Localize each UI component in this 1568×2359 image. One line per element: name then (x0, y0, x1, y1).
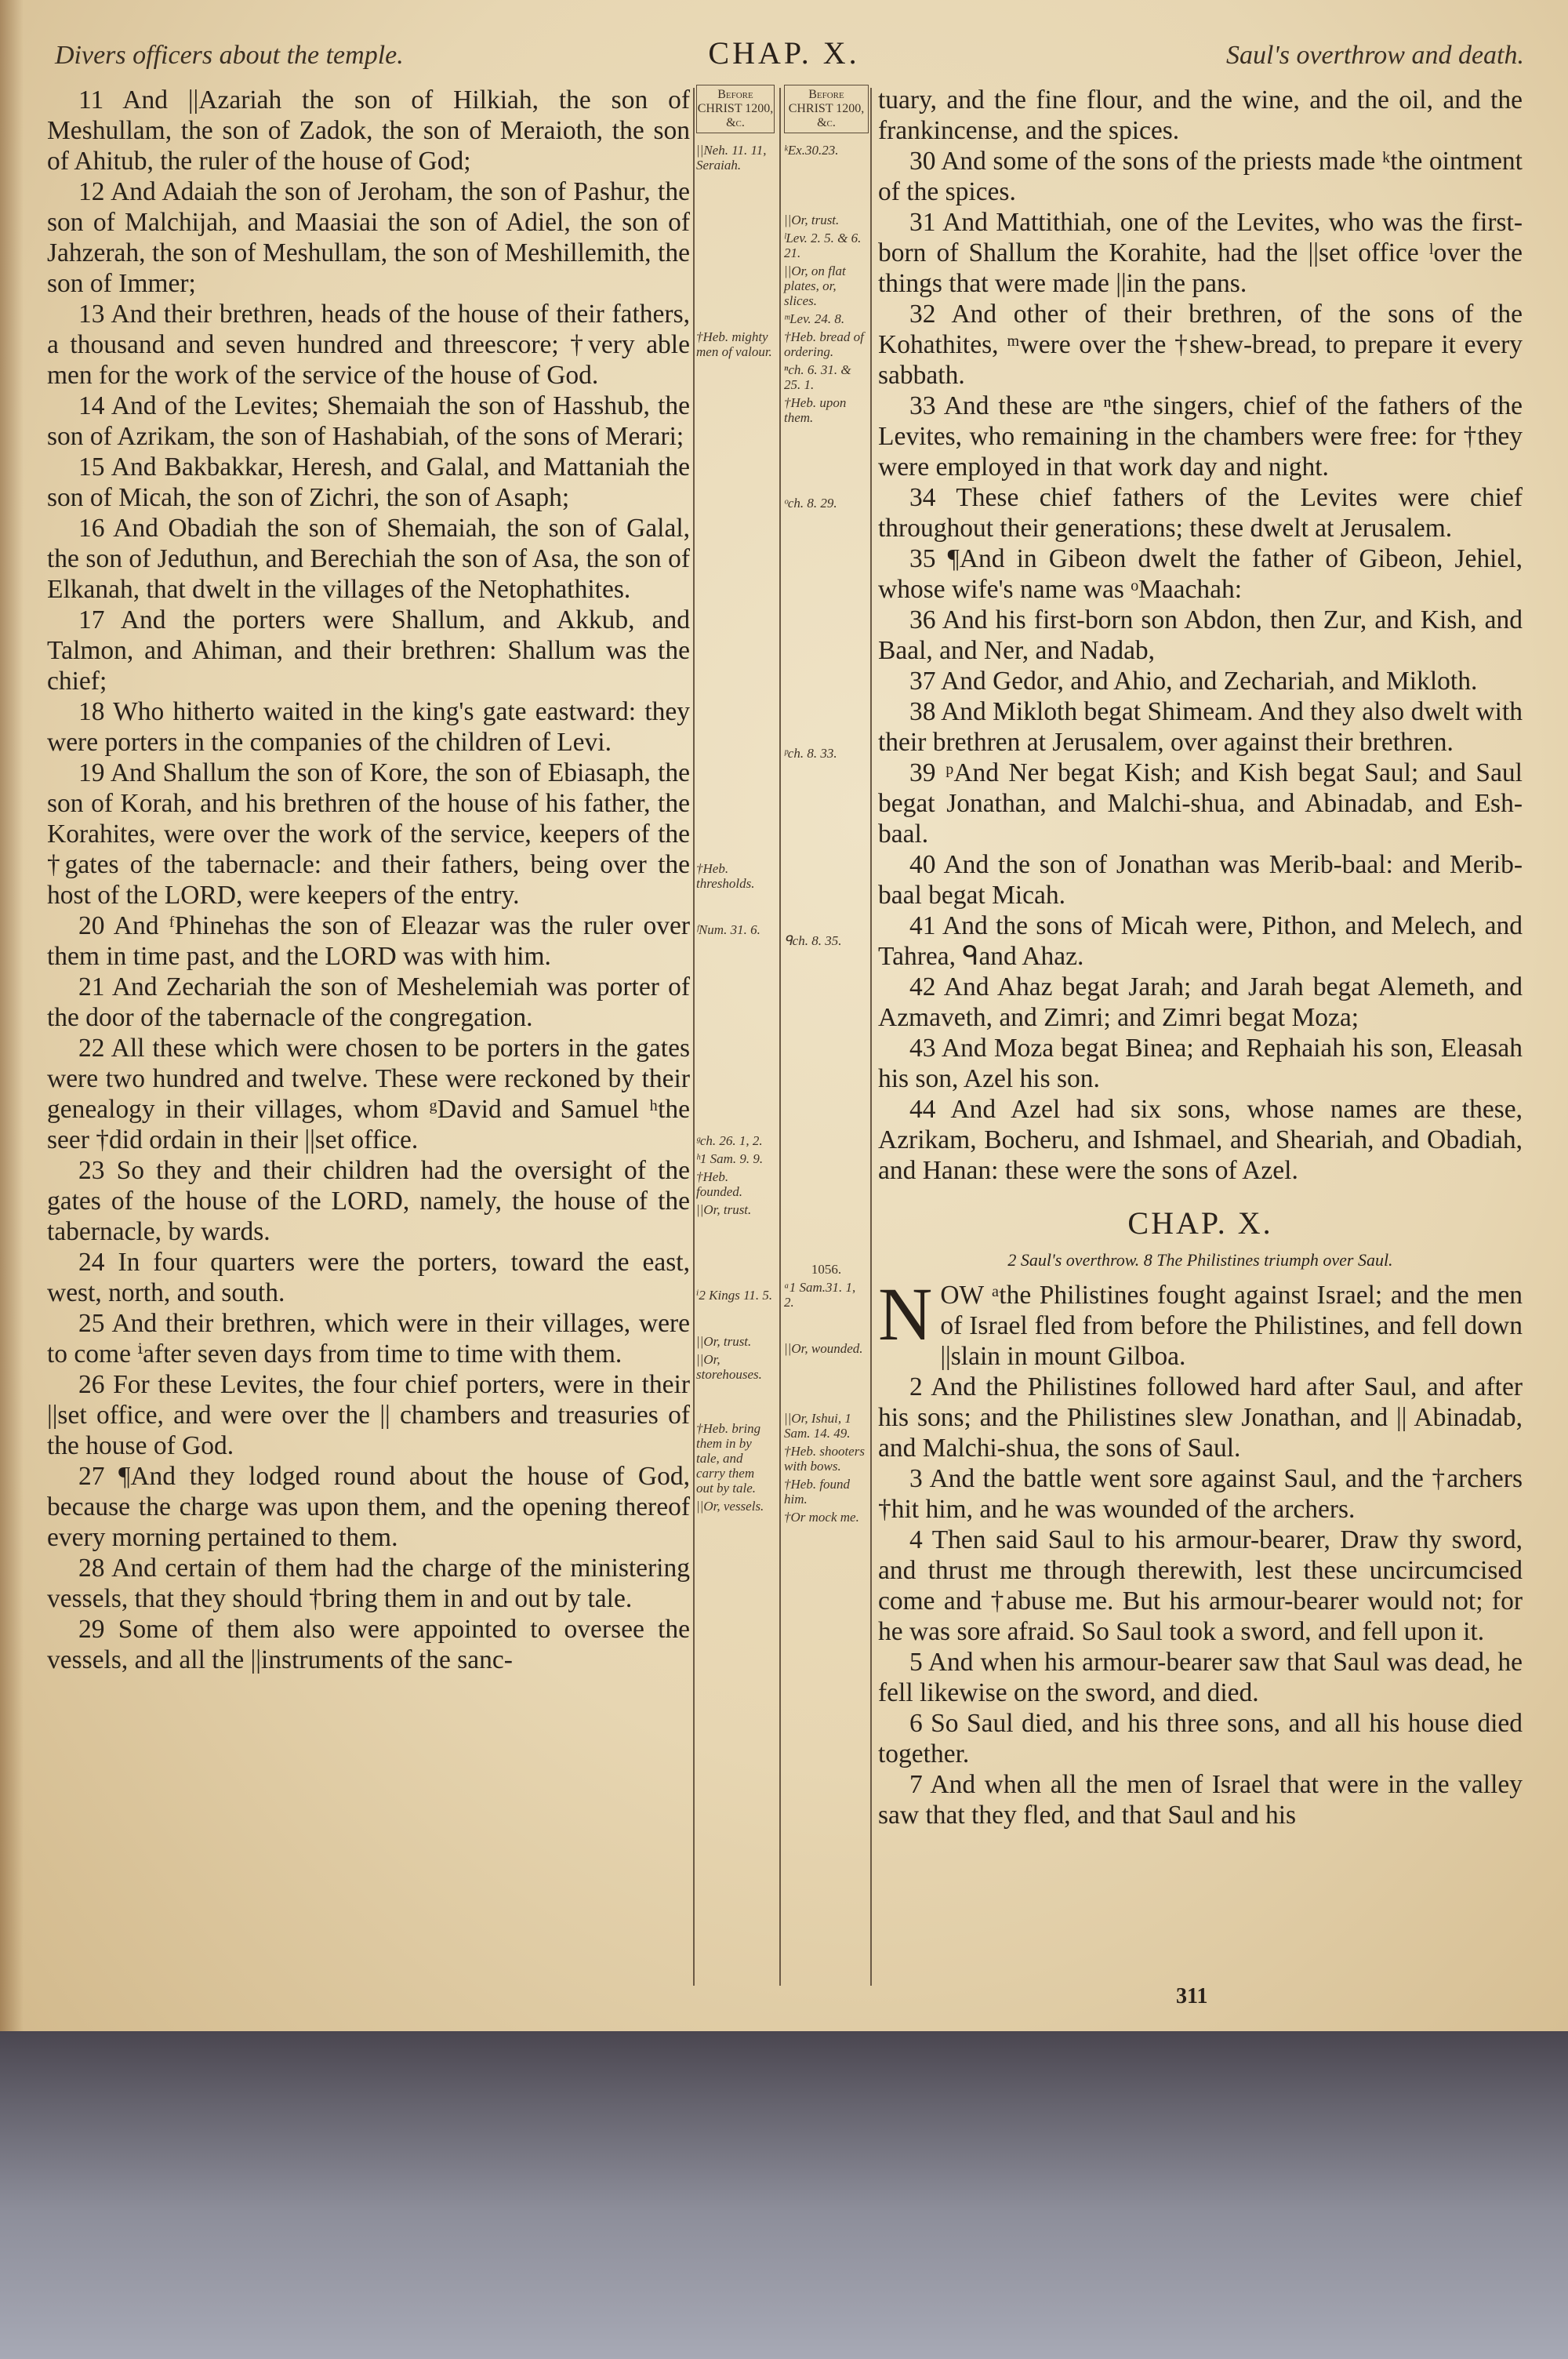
verse: 15 And Bakbakkar, Heresh, and Galal, and Mattaniah the son of Micah, the son of Zichri, the son of Asaph; (47, 453, 690, 512)
verse: 37 And Gedor, and Ahio, and Zechariah, and Mikloth. (909, 667, 1478, 696)
left-text-column (47, 85, 690, 1675)
verse: 12 And Adaiah the son of Jeroham, the son of Pashur, the son of Malchijah, and Maasiai the son of Adiel, the son of Jahzerah, the son of Meshullam, the son of Meshillemith, the son of Immer; (47, 177, 690, 298)
margin-note: ||Or, wounded. (784, 1341, 863, 1356)
margin-note: †Or mock me. (784, 1510, 859, 1525)
margin-note: †Heb. bread of ordering. (784, 329, 864, 359)
column-rule (693, 88, 695, 1986)
verse: 35 ¶And in Gibeon dwelt the father of Gibeon, Jehiel, whose wife's name was ᵒMaachah: (878, 544, 1523, 604)
header-chapter: CHAP. X. (708, 35, 860, 71)
header-right-title: Saul's overthrow and death. (1226, 41, 1524, 70)
verse: 34 These chief fathers of the Levites were chief throughout their generations; these dwelt at Jerusalem. (878, 483, 1523, 543)
margin-date-head: Before CHRIST 1200, &c. (696, 85, 775, 133)
margin-note: ||Or, trust. (784, 213, 840, 227)
margin-note: ʰ1 Sam. 9. 9. (696, 1151, 764, 1166)
margin-note: ˡLev. 2. 5. & 6. 21. (784, 231, 862, 260)
chapter-heading: CHAP. X. (1127, 1205, 1273, 1241)
margin-note: ⁱ2 Kings 11. 5. (696, 1288, 773, 1303)
margin-note: ||Or, Ishui, 1 Sam. 14. 49. (784, 1411, 851, 1441)
verse: 7 And when all the men of Israel that were in the valley saw that they fled, and that Saul and his (878, 1770, 1523, 1830)
margin-date-head: Before CHRIST 1200, &c. (784, 85, 869, 133)
verse: 42 And Ahaz begat Jarah; and Jarah begat Alemeth, and Azmaveth, and Zimri; and Zimri begat Moza; (878, 972, 1523, 1032)
header-left-title: Divers officers about the temple. (55, 41, 404, 70)
verse: 39 ᵖAnd Ner begat Kish; and Kish begat Saul; and Saul begat Jonathan, and Malchi-shua, and Abinadab, and Esh-baal. (878, 758, 1523, 849)
verse: 3 And the battle went sore against Saul, and the †archers †hit him, and he was wounded of the archers. (878, 1464, 1523, 1524)
verse: 43 And Moza begat Binea; and Rephaiah his son, Eleasah his son, Azel his son. (878, 1034, 1523, 1093)
verse: 5 And when his armour-bearer saw that Saul was dead, he fell likewise on the sword, and died. (878, 1648, 1523, 1707)
verse: 13 And their brethren, heads of the house of their fathers, a thousand and seven hundred and threescore; †very able men for the work of the service of the house of God. (47, 300, 690, 390)
verse: 14 And of the Levites; Shemaiah the son of Hasshub, the son of Azrikam, the son of Hashabiah, of the sons of Merari; (47, 391, 690, 451)
page-edge-stain (0, 0, 24, 2039)
margin-note: †Heb. founded. (696, 1169, 743, 1199)
verse: 40 And the son of Jonathan was Merib-baal: and Merib-baal begat Micah. (878, 850, 1523, 910)
margin-note: ⁿch. 6. 31. & 25. 1. (784, 362, 851, 392)
margin-note: ᵖch. 8. 33. (784, 746, 837, 761)
verse: 26 For these Levites, the four chief porters, were in their ||set office, and were over the || chambers and treasuries of the house of God. (47, 1370, 690, 1460)
margin-year: 1056. (811, 1262, 842, 1277)
verse: 41 And the sons of Micah were, Pithon, and Melech, and Tahrea, ᑫand Ahaz. (878, 911, 1523, 971)
margin-note: ||Neh. 11. 11, Seraiah. (696, 143, 767, 173)
margin-note: ᵒch. 8. 29. (784, 496, 837, 511)
verse: tuary, and the fine flour, and the wine, and the oil, and the frankincense, and the spices. (878, 85, 1523, 145)
margin-note: †Heb. upon them. (784, 395, 847, 425)
drop-cap-letter: N (878, 1272, 933, 1356)
verse: 25 And their brethren, which were in their villages, were to come ⁱafter seven days from time to time with them. (47, 1309, 690, 1369)
verse: 2 And the Philistines followed hard after Saul, and after his sons; and the Philistines slew Jonathan, and || Abinadab, and Malchi-shua, the sons of Saul. (878, 1372, 1523, 1463)
verse: 38 And Mikloth begat Shimeam. And they also dwelt with their brethren at Jerusalem, over against their brethren. (878, 697, 1523, 757)
verse: 19 And Shallum the son of Kore, the son of Ebiasaph, the son of Korah, and his brethren of the house of his father, the Korahites, were over the work of the service, keepers of the †gates of the tabernacle: and their fathers, being over the host of the LORD, were keepers of the entry. (47, 758, 690, 910)
verse: 17 And the porters were Shallum, and Akkub, and Talmon, and Ahiman, and their brethren: Shallum was the chief; (47, 605, 690, 696)
verse: 31 And Mattithiah, one of the Levites, who was the first-born of Shallum the Korahite, had the ||set office ˡover the things that were made ||in the pans. (878, 208, 1523, 298)
verse: 18 Who hitherto waited in the king's gate eastward: they were porters in the companies of the children of Levi. (47, 697, 690, 757)
right-margin-notes (784, 85, 869, 1528)
verse: 44 And Azel had six sons, whose names are these, Azrikam, Bocheru, and Ishmael, and Sheariah, and Obadiah, and Hanan: these were the sons of Azel. (878, 1095, 1523, 1185)
verse: 23 So they and their children had the oversight of the gates of the house of the LORD, namely, the house of the tabernacle, by wards. (47, 1156, 690, 1246)
verse: 21 And Zechariah the son of Meshelemiah was porter of the door of the tabernacle of the congregation. (47, 972, 690, 1032)
margin-note: †Heb. found him. (784, 1477, 851, 1507)
page-number: 311 (1176, 1984, 1208, 2008)
verse-text: OW ᵃthe Philistines fought against Israel; and the men of Israel fled from before the Philistines, and fell down ||slain in mount Gilboa. (940, 1281, 1523, 1371)
margin-note: ||Or, vessels. (696, 1499, 764, 1514)
margin-note: ᵏEx.30.23. (784, 143, 839, 158)
column-rule (779, 88, 781, 1986)
margin-note: †Heb. bring them in by tale, and carry them out by tale. (696, 1421, 761, 1496)
margin-note: †Heb. shooters with bows. (784, 1444, 865, 1474)
verse: 4 Then said Saul to his armour-bearer, Draw thy sword, and thrust me through therewith, lest these uncircumcised come and †abuse me. But his armour-bearer would not; for he was sore afraid. So Saul took a sword, and fell upon it. (878, 1525, 1523, 1646)
verse: 16 And Obadiah the son of Shemaiah, the son of Galal, the son of Jeduthun, and Berechiah the son of Asa, the son of Elkanah, that dwelt in the villages of the Netophathites. (47, 514, 690, 604)
margin-note: †Heb. thresholds. (696, 861, 755, 891)
background-surface (0, 2031, 1568, 2359)
margin-note: ᶠNum. 31. 6. (696, 922, 760, 937)
verse: 28 And certain of them had the charge of the ministering vessels, that they should †bring them in and out by tale. (47, 1554, 690, 1613)
verse: 20 And ᶠPhinehas the son of Eleazar was the ruler over them in time past, and the LORD was with him. (47, 911, 690, 971)
verse: 22 All these which were chosen to be porters in the gates were two hundred and twelve. These were reckoned by their genealogy in their villages, whom ᵍDavid and Samuel ʰthe seer †did ordain in their ||set office. (47, 1034, 690, 1154)
left-margin-notes (696, 85, 775, 1517)
verse: 27 ¶And they lodged round about the house of God, because the charge was upon them, and the opening thereof every morning pertained to them. (47, 1462, 690, 1552)
margin-note: ||Or, on flat plates, or, slices. (784, 264, 846, 308)
margin-note: ᵐLev. 24. 8. (784, 311, 845, 326)
verse: 36 And his first-born son Abdon, then Zur, and Kish, and Baal, and Ner, and Nadab, (878, 605, 1523, 665)
margin-note: ||Or, trust. (696, 1202, 752, 1217)
verse (878, 1272, 1523, 1372)
verse: 30 And some of the sons of the priests made ᵏthe ointment of the spices. (878, 147, 1523, 206)
running-header (0, 30, 1568, 77)
margin-note: ||Or, trust. (696, 1334, 752, 1349)
margin-note: ᵃ1 Sam.31. 1, 2. (784, 1280, 856, 1310)
verse: 24 In four quarters were the porters, toward the east, west, north, and south. (47, 1248, 690, 1307)
verse: 11 And ||Azariah the son of Hilkiah, the son of Meshullam, the son of Zadok, the son of Meraioth, the son of Ahitub, the ruler of the house of God; (47, 85, 690, 176)
margin-note: ᑫch. 8. 35. (784, 933, 842, 948)
verse: 32 And other of their brethren, of the sons of the Kohathites, ᵐwere over the †shew-bread, to prepare it every sabbath. (878, 300, 1523, 390)
verse: 33 And these are ⁿthe singers, chief of the fathers of the Levites, who remaining in the chambers were free: for †they were employed in that work day and night. (878, 391, 1523, 482)
chapter-summary: 2 Saul's overthrow. 8 The Philistines triumph over Saul. (1007, 1250, 1393, 1270)
column-rule (870, 88, 872, 1986)
verse: 6 So Saul died, and his three sons, and all his house died together. (878, 1709, 1523, 1768)
margin-note: ᵍch. 26. 1, 2. (696, 1133, 763, 1148)
verse: 29 Some of them also were appointed to oversee the vessels, and all the ||instruments of the sanc- (47, 1615, 690, 1674)
margin-note: †Heb. mighty men of valour. (696, 329, 772, 359)
margin-note: ||Or, storehouses. (696, 1352, 762, 1382)
right-text-column (878, 85, 1523, 1830)
